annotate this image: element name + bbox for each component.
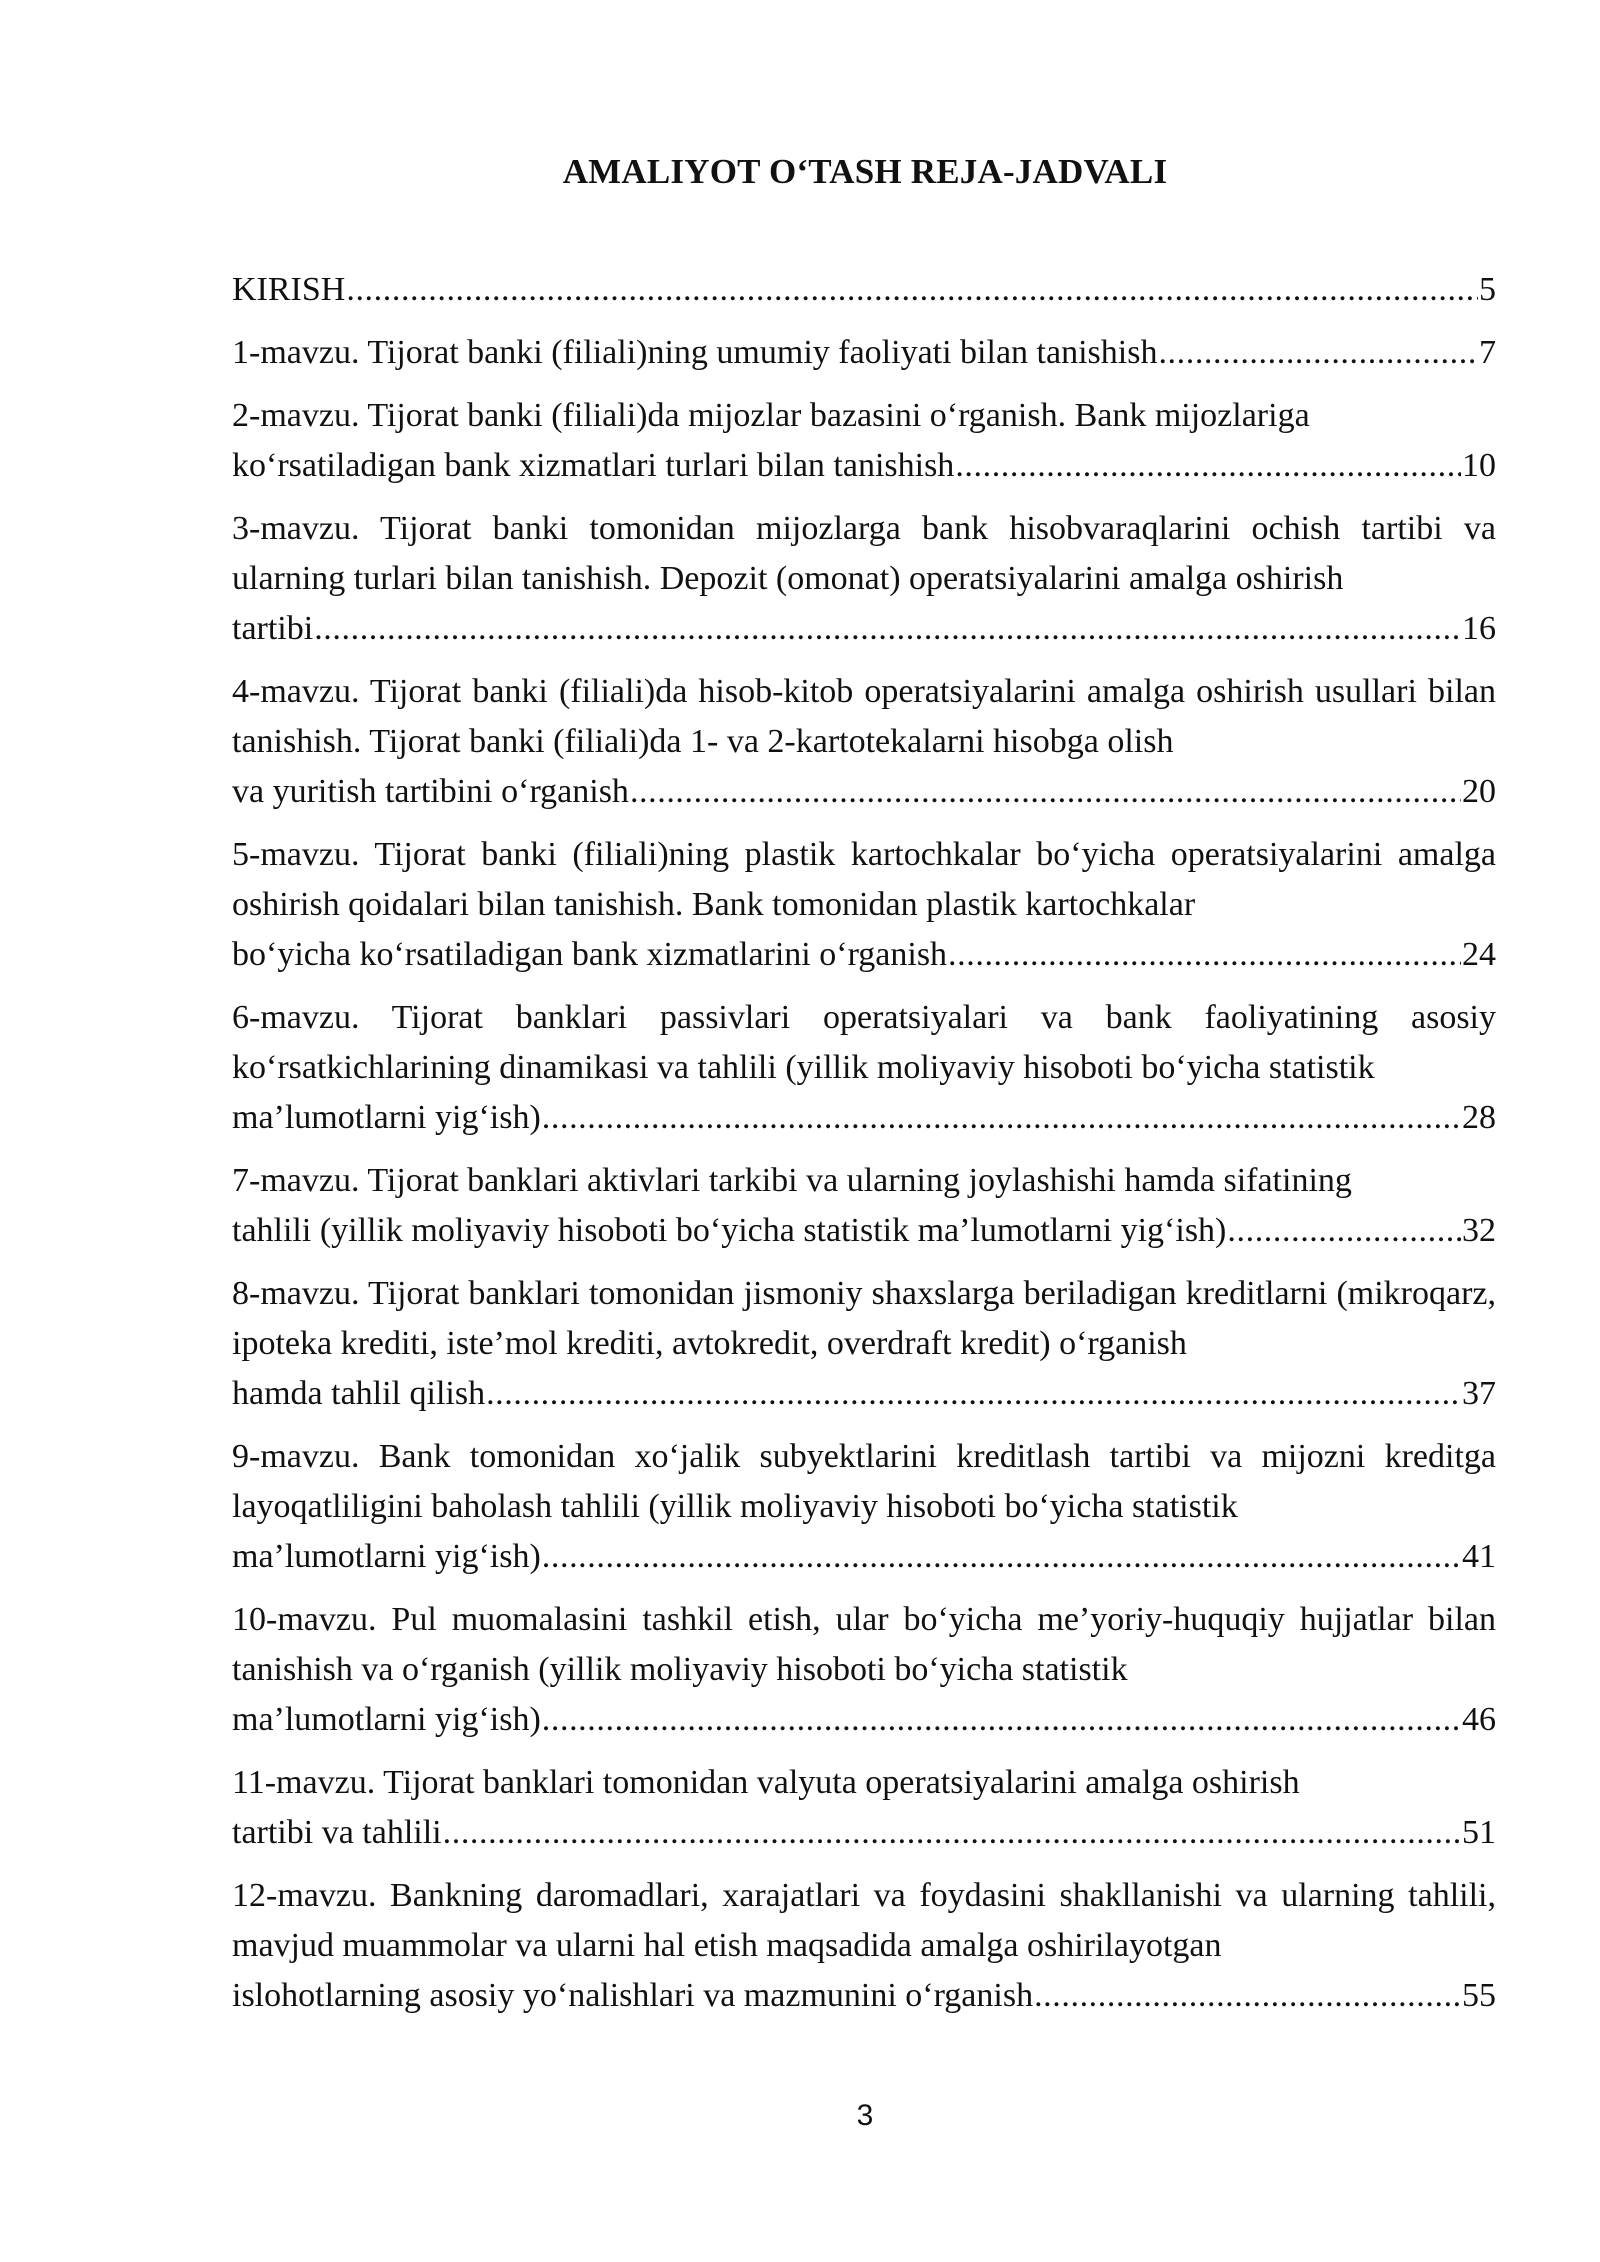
dot-leader bbox=[948, 930, 1461, 980]
toc-entry-mavzu-1[interactable] bbox=[232, 328, 1496, 378]
toc-entry-text: ma’lumotlarni yig‘ish) bbox=[232, 1099, 541, 1136]
dot-leader bbox=[1158, 328, 1478, 378]
toc-entry-body: 3-mavzu. Tijorat banki tomonidan mijozlarga bank hisobvaraqlarini ochish tartibi va ularning turlari bilan tanishish. Depozit (omonat) operatsiyalarini amalga oshirish bbox=[232, 510, 1496, 597]
toc-entry-line bbox=[232, 1532, 1496, 1582]
toc-entry-line bbox=[232, 1695, 1496, 1745]
toc-entry-text: bo‘yicha ko‘rsatiladigan bank xizmatlarini o‘rganish bbox=[232, 936, 948, 973]
toc-page-number: 37 bbox=[1462, 1375, 1496, 1412]
toc-entry-line bbox=[232, 441, 1496, 491]
toc-entry-line bbox=[232, 1971, 1496, 2021]
toc-entry-text: ko‘rsatiladigan bank xizmatlari turlari bilan tanishish bbox=[232, 447, 955, 484]
toc-entry-text: tahlili (yillik moliyaviy hisoboti bo‘yicha statistik ma’lumotlarni yig‘ish) bbox=[232, 1212, 1227, 1249]
toc-entry-kirish[interactable] bbox=[232, 265, 1496, 315]
dot-leader bbox=[542, 1093, 1461, 1143]
dot-leader bbox=[542, 1695, 1461, 1745]
page-title: AMALIYOT O‘TASH REJA-JADVALI bbox=[562, 152, 1168, 191]
table-of-contents bbox=[232, 265, 1496, 2034]
dot-leader bbox=[1034, 1971, 1461, 2021]
toc-entry-line bbox=[232, 1808, 1496, 1858]
toc-page-number: 7 bbox=[1479, 334, 1496, 371]
toc-entry-line bbox=[232, 930, 1496, 980]
toc-entry-line bbox=[232, 265, 1496, 315]
toc-entry-text: hamda tahlil qilish bbox=[232, 1375, 486, 1412]
toc-entry-text: tartibi va tahlili bbox=[232, 1814, 442, 1851]
toc-entry-line bbox=[232, 604, 1496, 654]
toc-entry-mavzu-5[interactable] bbox=[232, 830, 1496, 980]
toc-entry-body: 11-mavzu. Tijorat banklari tomonidan valyuta operatsiyalarini amalga oshirish bbox=[232, 1764, 1300, 1801]
toc-entry-text: islohotlarning asosiy yo‘nalishlari va mazmunini o‘rganish bbox=[232, 1977, 1034, 2014]
toc-page-number: 55 bbox=[1462, 1977, 1496, 2014]
toc-page-number: 51 bbox=[1462, 1814, 1496, 1851]
dot-leader bbox=[630, 767, 1461, 817]
dot-leader bbox=[542, 1532, 1461, 1582]
toc-entry-mavzu-2[interactable] bbox=[232, 391, 1496, 491]
toc-entry-mavzu-8[interactable] bbox=[232, 1269, 1496, 1419]
toc-entry-line bbox=[232, 1369, 1496, 1419]
toc-entry-line bbox=[232, 1206, 1496, 1256]
toc-entry-mavzu-10[interactable] bbox=[232, 1595, 1496, 1745]
toc-entry-text: 1-mavzu. Tijorat banki (filiali)ning umumiy faoliyati bilan tanishish bbox=[232, 334, 1158, 371]
toc-entry-text: KIRISH bbox=[232, 271, 346, 308]
toc-entry-mavzu-7[interactable] bbox=[232, 1156, 1496, 1256]
toc-entry-mavzu-9[interactable] bbox=[232, 1432, 1496, 1582]
toc-entry-mavzu-12[interactable] bbox=[232, 1871, 1496, 2021]
toc-entry-text: ma’lumotlarni yig‘ish) bbox=[232, 1701, 541, 1738]
toc-entry-body: 9-mavzu. Bank tomonidan xo‘jalik subyektlarini kreditlash tartibi va mijozni kreditga layoqatliligini baholash tahlili (yillik moliyaviy hisoboti bo‘yicha statistik bbox=[232, 1438, 1496, 1525]
toc-page-number: 28 bbox=[1462, 1099, 1496, 1136]
dot-leader bbox=[443, 1808, 1461, 1858]
toc-entry-mavzu-6[interactable] bbox=[232, 993, 1496, 1143]
toc-entry-body: 2-mavzu. Tijorat banki (filiali)da mijozlar bazasini o‘rganish. Bank mijozlariga bbox=[232, 397, 1310, 434]
toc-entry-body: 6-mavzu. Tijorat banklari passivlari operatsiyalari va bank faoliyatining asosiy ko‘rsatkichlarining dinamikasi va tahlili (yillik moliyaviy hisoboti bo‘yicha statistik bbox=[232, 999, 1496, 1086]
toc-entry-mavzu-11[interactable] bbox=[232, 1758, 1496, 1858]
toc-entry-mavzu-4[interactable] bbox=[232, 667, 1496, 817]
toc-page-number: 10 bbox=[1462, 447, 1496, 484]
toc-page-number: 20 bbox=[1462, 773, 1496, 810]
toc-entry-body: 4-mavzu. Tijorat banki (filiali)da hisob-kitob operatsiyalarini amalga oshirish usullari bilan tanishish. Tijorat banki (filiali)da 1- va 2-kartotekalarni hisobga olish bbox=[232, 673, 1496, 760]
toc-entry-body: 7-mavzu. Tijorat banklari aktivlari tarkibi va ularning joylashishi hamda sifatining bbox=[232, 1162, 1352, 1199]
toc-entry-body: 5-mavzu. Tijorat banki (filiali)ning plastik kartochkalar bo‘yicha operatsiyalarini amalga oshirish qoidalari bilan tanishish. Bank tomonidan plastik kartochkalar bbox=[232, 836, 1496, 923]
toc-entry-body: 8-mavzu. Tijorat banklari tomonidan jismoniy shaxslarga beriladigan kreditlarni (mikroqarz, ipoteka krediti, iste’mol krediti, avtokredit, overdraft kredit) o‘rganish bbox=[232, 1275, 1496, 1362]
toc-page-number: 5 bbox=[1479, 271, 1496, 308]
dot-leader bbox=[1227, 1206, 1461, 1256]
toc-page-number: 24 bbox=[1462, 936, 1496, 973]
page-number: 3 bbox=[856, 2099, 874, 2132]
toc-entry-text: va yuritish tartibini o‘rganish bbox=[232, 773, 629, 810]
toc-entry-body: 12-mavzu. Bankning daromadlari, xarajatlari va foydasini shakllanishi va ularning tahlili, mavjud muammolar va ularni hal etish maqsadida amalga oshirilayotgan bbox=[232, 1877, 1496, 1964]
toc-entry-line bbox=[232, 767, 1496, 817]
toc-entry-line bbox=[232, 1093, 1496, 1143]
toc-entry-mavzu-3[interactable] bbox=[232, 504, 1496, 654]
toc-entry-text: ma’lumotlarni yig‘ish) bbox=[232, 1538, 541, 1575]
toc-page-number: 32 bbox=[1462, 1212, 1496, 1249]
dot-leader bbox=[346, 265, 1478, 315]
toc-entry-line bbox=[232, 328, 1496, 378]
dot-leader bbox=[955, 441, 1461, 491]
toc-entry-body: 10-mavzu. Pul muomalasini tashkil etish, ular bo‘yicha me’yoriy-huquqiy hujjatlar bilan tanishish va o‘rganish (yillik moliyaviy hisoboti bo‘yicha statistik bbox=[232, 1601, 1496, 1688]
toc-entry-text: tartibi bbox=[232, 610, 314, 647]
toc-page-number: 16 bbox=[1462, 610, 1496, 647]
toc-page-number: 41 bbox=[1462, 1538, 1496, 1575]
toc-page-number: 46 bbox=[1462, 1701, 1496, 1738]
dot-leader bbox=[314, 604, 1461, 654]
dot-leader bbox=[486, 1369, 1461, 1419]
